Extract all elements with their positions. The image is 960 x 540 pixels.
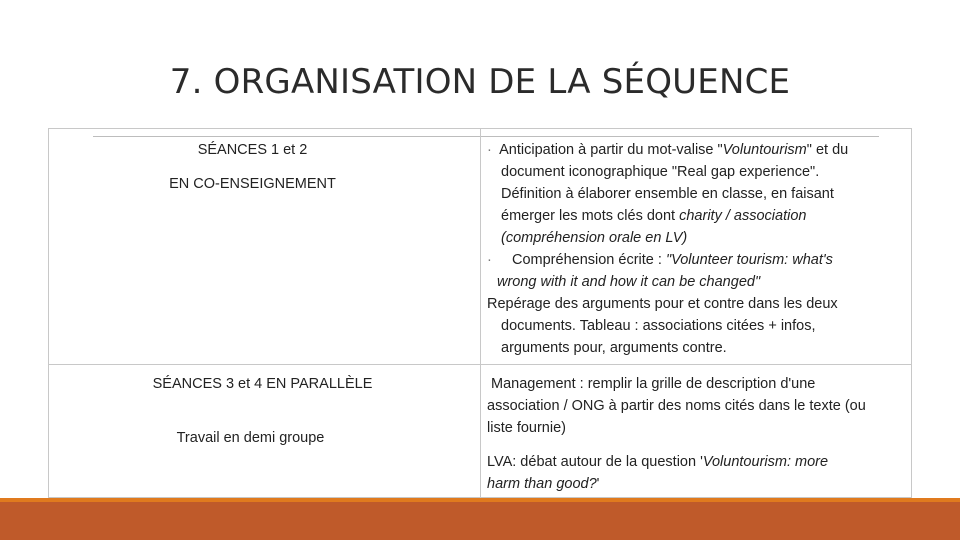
text-line: wrong with it and how it can be changed" [497, 274, 761, 290]
text-line: Management : remplir la grille de description d'une [491, 376, 816, 392]
text-line: association / ONG à partir des noms cités dans le texte (ou [487, 398, 866, 414]
slide-title: 7. ORGANISATION DE LA SÉQUENCE [169, 62, 791, 102]
sequence-table [48, 128, 912, 498]
text-line: liste fournie) [487, 420, 566, 436]
bullet: · [487, 142, 492, 158]
row1-subheading: EN CO-ENSEIGNEMENT [169, 176, 336, 192]
row1-description [487, 139, 911, 359]
row2-subheading: Travail en demi groupe [176, 430, 325, 446]
text-line: document iconographique "Real gap experience". [501, 164, 820, 180]
table-top-rule [93, 136, 879, 137]
row2-heading: SÉANCES 3 et 4 EN PARALLÈLE [152, 376, 373, 392]
row1-heading: SÉANCES 1 et 2 [197, 142, 308, 158]
text-line: LVA: débat autour de la question ' [487, 454, 703, 470]
text-line: Définition à élaborer ensemble en classe, en faisant [501, 186, 834, 202]
text-line: documents. Tableau : associations citées + infos, [501, 318, 816, 334]
text-line: arguments pour, arguments contre. [501, 340, 727, 356]
column-divider [480, 129, 481, 497]
text-line: harm than good? [487, 476, 597, 492]
footer-band [0, 502, 960, 540]
text-line: Compréhension écrite : "Volunteer tourism: what's [512, 252, 833, 268]
text-line: Anticipation à partir du mot-valise " [499, 142, 723, 158]
text-line: " et du [806, 142, 849, 158]
row2-description [487, 373, 911, 495]
text-line: (compréhension orale en LV) [501, 230, 688, 246]
text-line: Voluntourism: more [702, 454, 829, 470]
text-line: charity / association [679, 208, 807, 224]
text-line: émerger les mots clés dont [501, 208, 680, 224]
row-divider [49, 364, 911, 365]
text-line: Repérage des arguments pour et contre dans les deux [487, 296, 838, 312]
text-line: ' [596, 476, 600, 492]
bullet: · [487, 252, 492, 268]
text-line: Voluntourism [722, 142, 807, 158]
